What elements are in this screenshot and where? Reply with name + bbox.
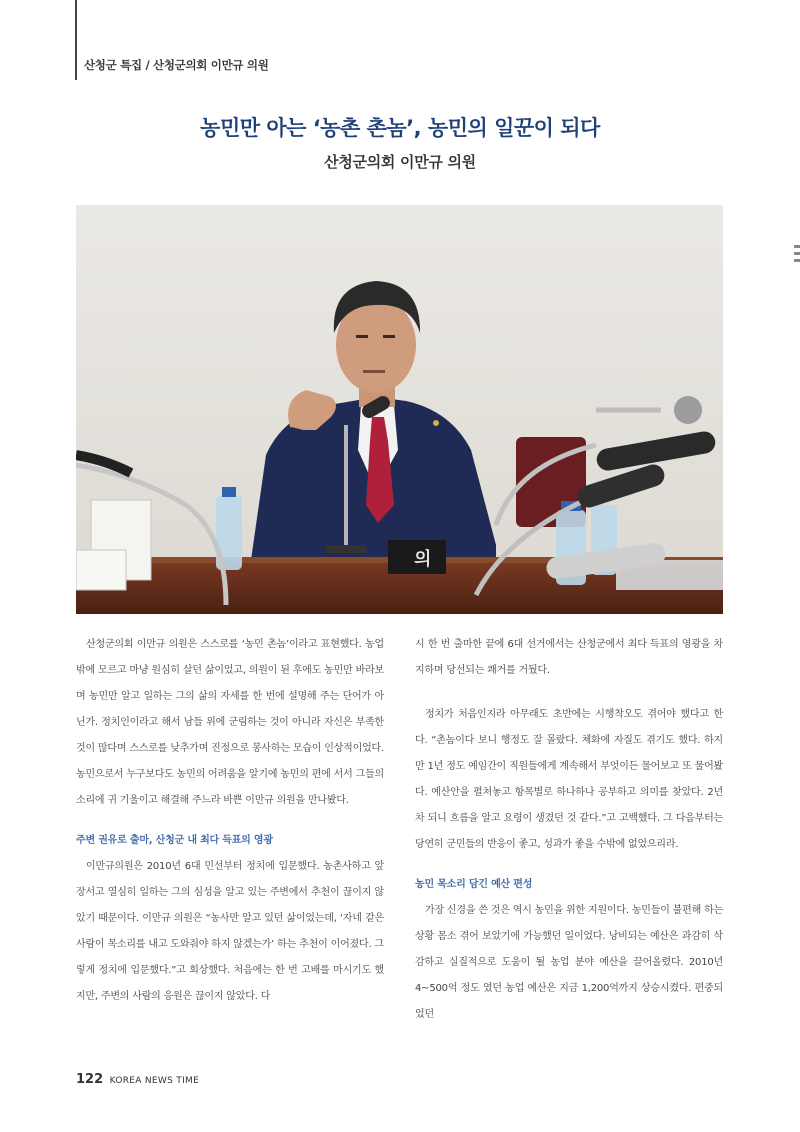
- body-paragraph-1: 이만규의원은 2010년 6대 민선부터 정치에 입문했다. 농촌사하고 앞장서고 열심히 일하는 그의 심성을 알고 있는 주변에서 추천이 끊이지 않았기 때문이다. 이만규 의원은 “농사만 알고 있던 삶이었는데, ‘자네 같은 사람이 목소리를 내고 도와줘야 하지 않겠는가’ 하는 추천이 이어졌다. 그렇게 정치에 입문했다.”고 회상했다. 처음에는 한 번 고배를 마시기도 했지만, 주변의 사람의 응원은 끊이지 않았다. 다: [76, 861, 384, 1002]
- nameplate-text: 의: [414, 549, 432, 570]
- page-number: 122: [76, 1072, 104, 1087]
- section-label: 산청군 특집 / 산청군의회 이만규 의원: [84, 58, 269, 72]
- body-paragraph-3: 가장 신경을 쓴 것은 역시 농민을 위한 지원이다. 농민들이 불편해 하는 상황 몸소 겪어 보았기에 가능했던 일이었다. 낭비되는 예산은 과감히 삭감하고 실질적으로 도움이 될 농업 분야 예산을 끌어올렸다. 2010년 4~500억 정도 였던 농업 예산은 지금 1,200억까지 상승시켰다. 편중되었던: [415, 905, 723, 1020]
- councilor-photo: [76, 205, 723, 614]
- article-title: 농민만 아는 ‘농촌 촌놈’, 농민의 일꾼이 되다: [200, 116, 600, 140]
- page-footer: [76, 1072, 199, 1087]
- intro-paragraph: 산청군의회 이만규 의원은 스스로를 ‘농민 촌놈’이라고 표현했다. 농업밖에 모르고 마냥 원심히 살던 삶이었고, 의원이 된 후에도 농민만 바라보며 농민만 알고 일하는 그의 삶의 자세를 한 번에 설명해 주는 단어가 아닌가. 정치인이라고 해서 남들 위에 군림하는 것이 아니라 자신은 부족한 것이 많다며 스스로를 낮추가며 진정으로 봉사하는 모습이 인상적이었다. 농민으로서 누구보다도 농민의 어려움을 알기에 농민의 편에 서서 그들의 소리에 귀 기울이고 해결해 주느라 바쁜 이만규 의원을 만나봤다.: [76, 639, 384, 806]
- section-heading-1: 주변 권유로 출마, 산청군 내 최다 득표의 영광: [76, 835, 273, 846]
- continuation-paragraph: 시 한 번 출마한 끝에 6대 선거에서는 산청군에서 최다 득표의 영광을 차지하며 당선되는 쾌거를 거뒀다.: [415, 639, 723, 676]
- body-paragraph-2: 정치가 처음인지라 아무래도 초반에는 시행착오도 겪어야 했다고 한다. “촌놈이다 보니 행정도 잘 몰랐다. 체화에 자질도 겪기도 했다. 하지만 1년 정도 예임간이 직원들에게 계속해서 부엇이든 물어보고 또 물어봤다. 예산안을 펼쳐놓고 항목별로 하나하나 공부하고 의미를 찾았다. 2년차 되니 흐름을 알고 요령이 생겼던 것 같다.”고 고백했다. 그 다음부터는 당연히 군민들의 반응이 좋고, 성과가 좋을 수밖에 없었으리라.: [415, 709, 723, 850]
- header-rule: [75, 0, 77, 80]
- article-subtitle: 산청군의회 이만규 의원: [324, 153, 476, 171]
- publication-name: KOREA NEWS TIME: [109, 1076, 200, 1086]
- section-heading-2: 농민 목소리 담긴 예산 편성: [415, 879, 533, 890]
- left-column: [76, 632, 384, 1010]
- right-column: [415, 632, 723, 1028]
- page-edge-marks: [794, 245, 800, 275]
